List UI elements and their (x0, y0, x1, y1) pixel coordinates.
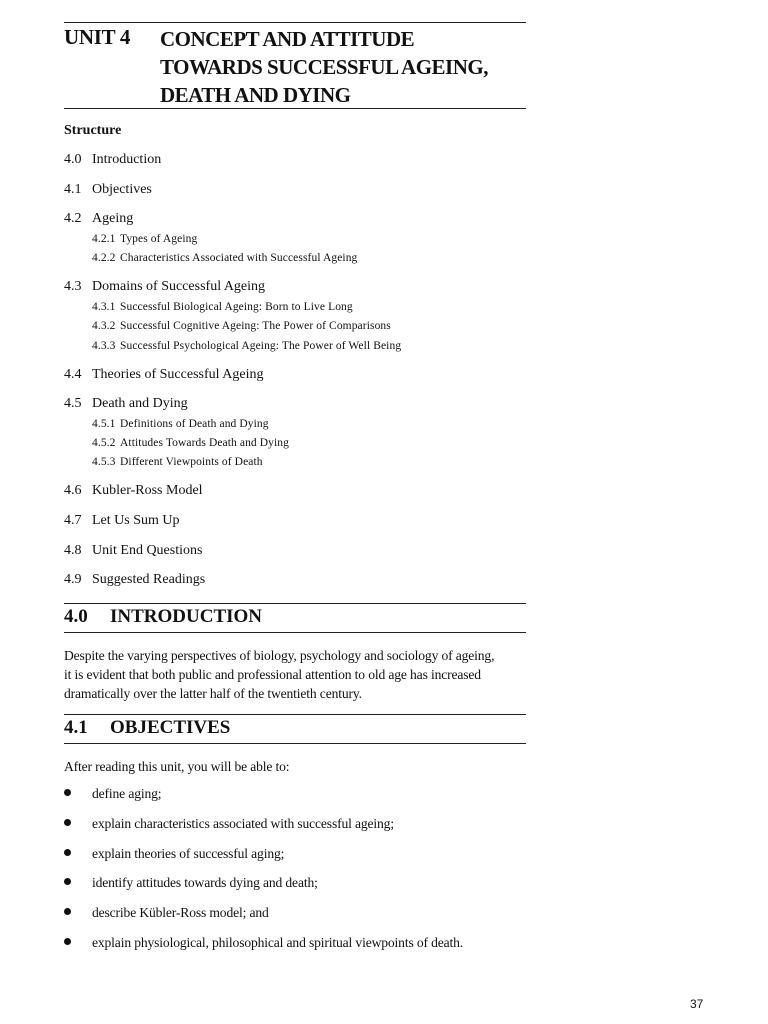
toc-subitem[interactable] (92, 233, 197, 245)
objective-text: explain physiological, philosophical and spiritual viewpoints of death. (92, 935, 464, 950)
toc-item[interactable] (64, 211, 133, 227)
paragraph-line: it is evident that both public and professional attention to old age has increased (64, 667, 481, 682)
toc-item-label: Death and Dying (92, 396, 188, 411)
structure-label: Structure (64, 123, 122, 138)
top-rule (64, 22, 526, 23)
section-number: 4.1 (64, 717, 88, 738)
section-bottom-rule (64, 632, 526, 633)
objective-bullet (64, 875, 318, 891)
toc-subitem-number: 4.2.1 (92, 233, 116, 245)
unit-title-line: TOWARDS SUCCESSFUL AGEING, (160, 55, 488, 79)
section-title: OBJECTIVES (110, 717, 231, 738)
objective-text: define aging; (92, 786, 162, 801)
toc-subitem[interactable] (92, 456, 263, 468)
toc-subitem-label: Successful Biological Ageing: Born to Live Long (120, 301, 353, 313)
objective-bullet (64, 786, 161, 802)
section-top-rule (64, 714, 526, 715)
objective-bullet (64, 846, 284, 862)
bullet-dot (64, 819, 71, 826)
toc-subitem[interactable] (92, 301, 353, 313)
section-title: INTRODUCTION (110, 606, 263, 627)
objective-bullet (64, 935, 463, 951)
unit-title-line: CONCEPT AND ATTITUDE (160, 27, 415, 51)
objective-bullet (64, 816, 394, 832)
toc-subitem-number: 4.2.2 (92, 252, 116, 264)
section-top-rule (64, 603, 526, 604)
toc-item-label: Theories of Successful Ageing (92, 367, 264, 382)
toc-item-number: 4.8 (64, 543, 82, 558)
toc-item[interactable] (64, 572, 205, 588)
bullet-dot (64, 789, 71, 796)
toc-item-label: Domains of Successful Ageing (92, 279, 266, 294)
toc-subitem-label: Different Viewpoints of Death (120, 456, 263, 468)
toc-item-number: 4.1 (64, 182, 82, 197)
bullet-dot (64, 849, 71, 856)
toc-item-number: 4.9 (64, 572, 82, 587)
toc-subitem-label: Characteristics Associated with Successful Ageing (120, 252, 358, 264)
section-bottom-rule (64, 743, 526, 744)
toc-subitem[interactable] (92, 418, 269, 430)
section-number: 4.0 (64, 606, 88, 627)
bullet-dot (64, 938, 71, 945)
toc-subitem-number: 4.5.2 (92, 437, 116, 449)
toc-item[interactable] (64, 182, 152, 198)
section-heading-introduction (64, 606, 262, 628)
toc-item-label: Unit End Questions (92, 543, 203, 558)
toc-item[interactable] (64, 367, 263, 383)
toc-item-label: Suggested Readings (92, 572, 206, 587)
toc-subitem[interactable] (92, 437, 289, 449)
introduction-paragraph (64, 646, 534, 703)
toc-item[interactable] (64, 483, 203, 499)
title-bottom-rule (64, 108, 526, 109)
toc-item[interactable] (64, 543, 202, 559)
toc-subitem-label: Types of Ageing (120, 233, 198, 245)
bullet-dot (64, 878, 71, 885)
toc-item-number: 4.2 (64, 211, 82, 226)
toc-subitem-label: Successful Cognitive Ageing: The Power of Comparisons (120, 320, 391, 332)
toc-subitem-label: Definitions of Death and Dying (120, 418, 269, 430)
toc-subitem[interactable] (92, 252, 357, 264)
toc-item-label: Let Us Sum Up (92, 513, 180, 528)
toc-subitem-number: 4.3.2 (92, 320, 116, 332)
paragraph-line: dramatically over the latter half of the twentieth century. (64, 686, 362, 701)
objective-bullet (64, 905, 269, 921)
toc-subitem-number: 4.5.1 (92, 418, 116, 430)
objectives-lead: After reading this unit, you will be able to: (64, 759, 290, 774)
unit-label: UNIT 4 (64, 25, 131, 49)
paragraph-line: Despite the varying perspectives of biology, psychology and sociology of ageing, (64, 648, 495, 663)
toc-subitem-label: Attitudes Towards Death and Dying (120, 437, 290, 449)
toc-subitem-label: Successful Psychological Ageing: The Power of Well Being (120, 340, 402, 352)
toc-item[interactable] (64, 396, 188, 412)
toc-subitem-number: 4.5.3 (92, 456, 116, 468)
toc-item-number: 4.7 (64, 513, 82, 528)
objective-text: explain characteristics associated with successful ageing; (92, 816, 394, 831)
toc-subitem-number: 4.3.3 (92, 340, 116, 352)
toc-item-number: 4.3 (64, 279, 82, 294)
toc-item-label: Objectives (92, 182, 152, 197)
toc-subitem[interactable] (92, 320, 391, 332)
section-heading-objectives (64, 717, 230, 739)
toc-item-number: 4.4 (64, 367, 82, 382)
toc-subitem-number: 4.3.1 (92, 301, 116, 313)
page-number: 37 (690, 997, 704, 1011)
objective-text: describe Kübler-Ross model; and (92, 905, 269, 920)
toc-item-number: 4.6 (64, 483, 82, 498)
toc-item-label: Ageing (92, 211, 134, 226)
toc-item[interactable] (64, 152, 161, 168)
toc-item[interactable] (64, 279, 265, 295)
objective-text: identify attitudes towards dying and death; (92, 875, 318, 890)
toc-item-number: 4.0 (64, 152, 82, 167)
unit-title (160, 25, 540, 109)
objective-text: explain theories of successful aging; (92, 846, 285, 861)
bullet-dot (64, 908, 71, 915)
toc-subitem[interactable] (92, 340, 401, 352)
toc-item[interactable] (64, 513, 180, 529)
toc-item-label: Kubler-Ross Model (92, 483, 203, 498)
toc-item-number: 4.5 (64, 396, 82, 411)
unit-title-line: DEATH AND DYING (160, 83, 351, 107)
toc-item-label: Introduction (92, 152, 162, 167)
